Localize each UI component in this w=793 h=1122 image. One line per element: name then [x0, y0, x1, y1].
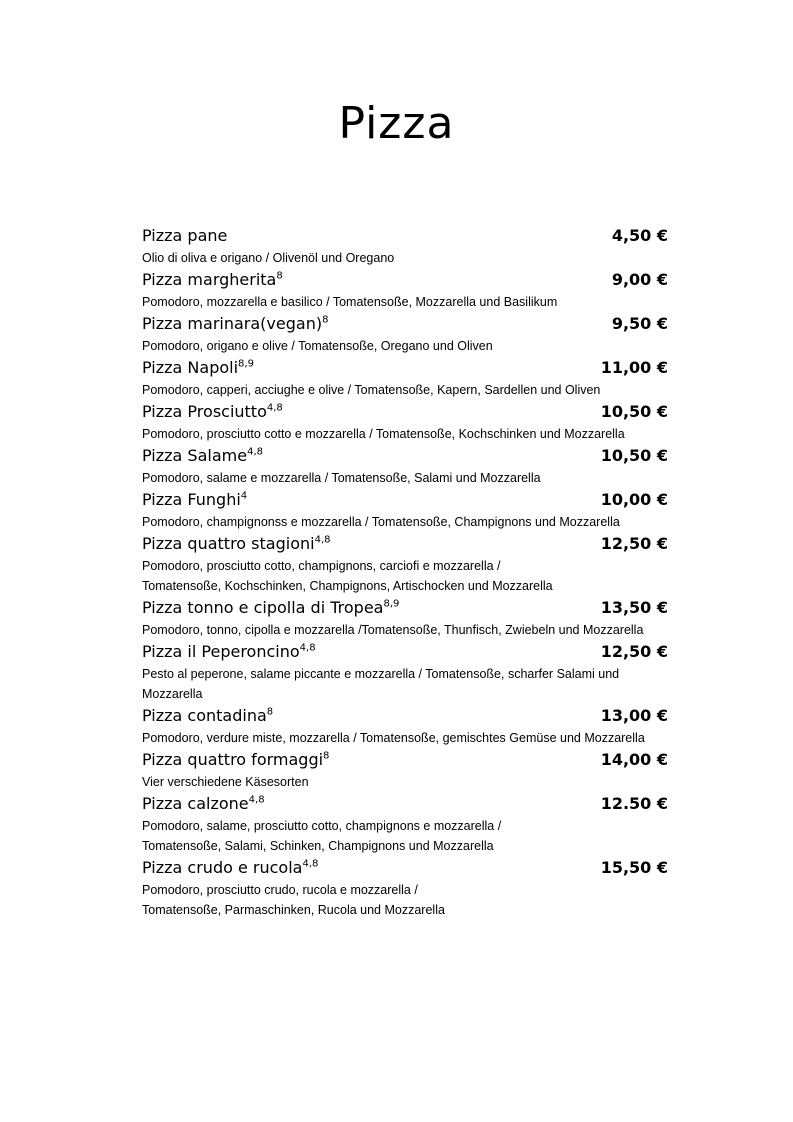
menu-item-price: 12,50 €	[600, 534, 668, 553]
menu-item	[142, 488, 682, 532]
menu-item-header	[142, 532, 682, 556]
menu-item	[142, 596, 682, 640]
menu-item-header	[142, 224, 682, 248]
menu-item-allergens: 4,8	[247, 446, 263, 458]
menu-item-allergens: 8	[266, 706, 274, 718]
menu-item-name: Pizza tonno e cipolla di Tropea	[142, 598, 384, 617]
menu-item-allergens: 4,8	[266, 402, 283, 414]
menu-item-price: 12.50 €	[600, 794, 668, 813]
menu-item-allergens: 4,8	[299, 642, 316, 654]
menu-item	[142, 444, 682, 488]
menu-item-description: Pomodoro, mozzarella e basilico / Tomatensoße, Mozzarella und Basilikum	[142, 295, 558, 309]
menu-item-description: Pomodoro, prosciutto cotto e mozzarella / Tomatensoße, Kochschinken und Mozzarella	[142, 427, 625, 441]
menu-item-description: Pomodoro, tonno, cipolla e mozzarella /Tomatensoße, Thunfisch, Zwiebeln und Mozzarella	[142, 623, 644, 637]
menu-item-description: Pomodoro, capperi, acciughe e olive / Tomatensoße, Kapern, Sardellen und Oliven	[142, 383, 601, 397]
menu-item	[142, 856, 682, 920]
menu-item-description: Tomatensoße, Parmaschinken, Rucola und Mozzarella	[142, 903, 445, 917]
menu-item-price: 10,50 €	[600, 446, 668, 465]
menu-item	[142, 268, 682, 312]
menu-item-allergens: 8	[276, 270, 283, 282]
menu-item-price: 14,00 €	[600, 750, 668, 769]
menu-item-description: Mozzarella	[142, 687, 203, 701]
menu-item-description: Pomodoro, verdure miste, mozzarella / Tomatensoße, gemischtes Gemüse und Mozzarella	[142, 731, 645, 745]
menu-item-name: Pizza Napoli	[142, 358, 239, 377]
menu-item-description: Tomatensoße, Kochschinken, Champignons, Artischocken und Mozzarella	[142, 579, 553, 593]
menu-item-price: 9,50 €	[611, 314, 668, 333]
menu-item-allergens: 8	[322, 314, 329, 326]
menu-item-header	[142, 596, 682, 620]
menu-item-price: 13,50 €	[600, 598, 668, 617]
menu-item-price: 10,00 €	[600, 490, 668, 509]
menu-item-description: Pomodoro, origano e olive / Tomatensoße, Oregano und Oliven	[142, 339, 493, 353]
menu-item-description: Olio di oliva e origano / Olivenöl und Oregano	[142, 251, 395, 265]
menu-item-price: 12,50 €	[600, 642, 668, 661]
menu-item-price: 11,00 €	[600, 358, 668, 377]
menu-item-description: Vier verschiedene Käsesorten	[142, 775, 309, 789]
menu-item-description: Pomodoro, salame, prosciutto cotto, champignons e mozzarella /	[142, 819, 502, 833]
menu-item-allergens: 8	[323, 750, 330, 762]
menu-item	[142, 312, 682, 356]
menu-list	[142, 224, 682, 920]
menu-item-name: Pizza marinara(vegan)	[142, 314, 323, 333]
menu-item-price: 13,00 €	[600, 706, 668, 725]
menu-item-header	[142, 488, 682, 512]
menu-item-header	[142, 356, 682, 380]
menu-item	[142, 400, 682, 444]
menu-item-name: Pizza contadina	[142, 706, 267, 725]
menu-item-name: Pizza Prosciutto	[142, 402, 267, 421]
menu-item	[142, 532, 682, 596]
menu-item-name: Pizza Salame	[142, 446, 248, 465]
menu-item-name: Pizza crudo e rucola	[142, 858, 303, 877]
menu-item-name: Pizza pane	[142, 226, 228, 245]
menu-item-header	[142, 792, 682, 816]
menu-item-allergens: 4,8	[302, 858, 319, 870]
menu-item-description: Pomodoro, prosciutto cotto, champignons, carciofi e mozzarella /	[142, 559, 501, 573]
menu-item	[142, 640, 682, 704]
menu-item-allergens: 4	[240, 490, 248, 502]
menu-item-name: Pizza quattro formaggi	[142, 750, 324, 769]
menu-item	[142, 356, 682, 400]
menu-item-allergens: 8,9	[383, 598, 400, 610]
menu-item-header	[142, 268, 682, 292]
menu-item-price: 15,50 €	[600, 858, 668, 877]
menu-item-description: Tomatensoße, Salami, Schinken, Champignons und Mozzarella	[142, 839, 494, 853]
menu-item-description: Pomodoro, champignonss e mozzarella / Tomatensoße, Champignons und Mozzarella	[142, 515, 620, 529]
menu-item-price: 10,50 €	[600, 402, 668, 421]
menu-item-header	[142, 400, 682, 424]
menu-item	[142, 224, 682, 268]
menu-item-header	[142, 640, 682, 664]
menu-item-price: 4,50 €	[611, 226, 668, 245]
menu-item-allergens: 8,9	[238, 358, 254, 370]
menu-item-description: Pomodoro, prosciutto crudo, rucola e mozzarella /	[142, 883, 418, 897]
menu-item-header	[142, 856, 682, 880]
menu-item-name: Pizza calzone	[142, 794, 249, 813]
menu-item-header	[142, 444, 682, 468]
menu-item-allergens: 4,8	[314, 534, 331, 546]
menu-item-name: Pizza il Peperoncino	[142, 642, 300, 661]
menu-item-name: Pizza quattro stagioni	[142, 534, 315, 553]
page-title: Pizza	[338, 98, 455, 149]
menu-item-header	[142, 748, 682, 772]
menu-item-description: Pesto al peperone, salame piccante e mozzarella / Tomatensoße, scharfer Salami und	[142, 667, 620, 681]
menu-item-header	[142, 312, 682, 336]
menu-item-price: 9,00 €	[611, 270, 668, 289]
menu-item-allergens: 4,8	[248, 794, 265, 806]
menu-item-description: Pomodoro, salame e mozzarella / Tomatensoße, Salami und Mozzarella	[142, 471, 541, 485]
menu-item	[142, 792, 682, 856]
menu-item-name: Pizza margherita	[142, 270, 277, 289]
menu-item	[142, 748, 682, 792]
menu-item-name: Pizza Funghi	[142, 490, 241, 509]
menu-item-header	[142, 704, 682, 728]
menu-item	[142, 704, 682, 748]
